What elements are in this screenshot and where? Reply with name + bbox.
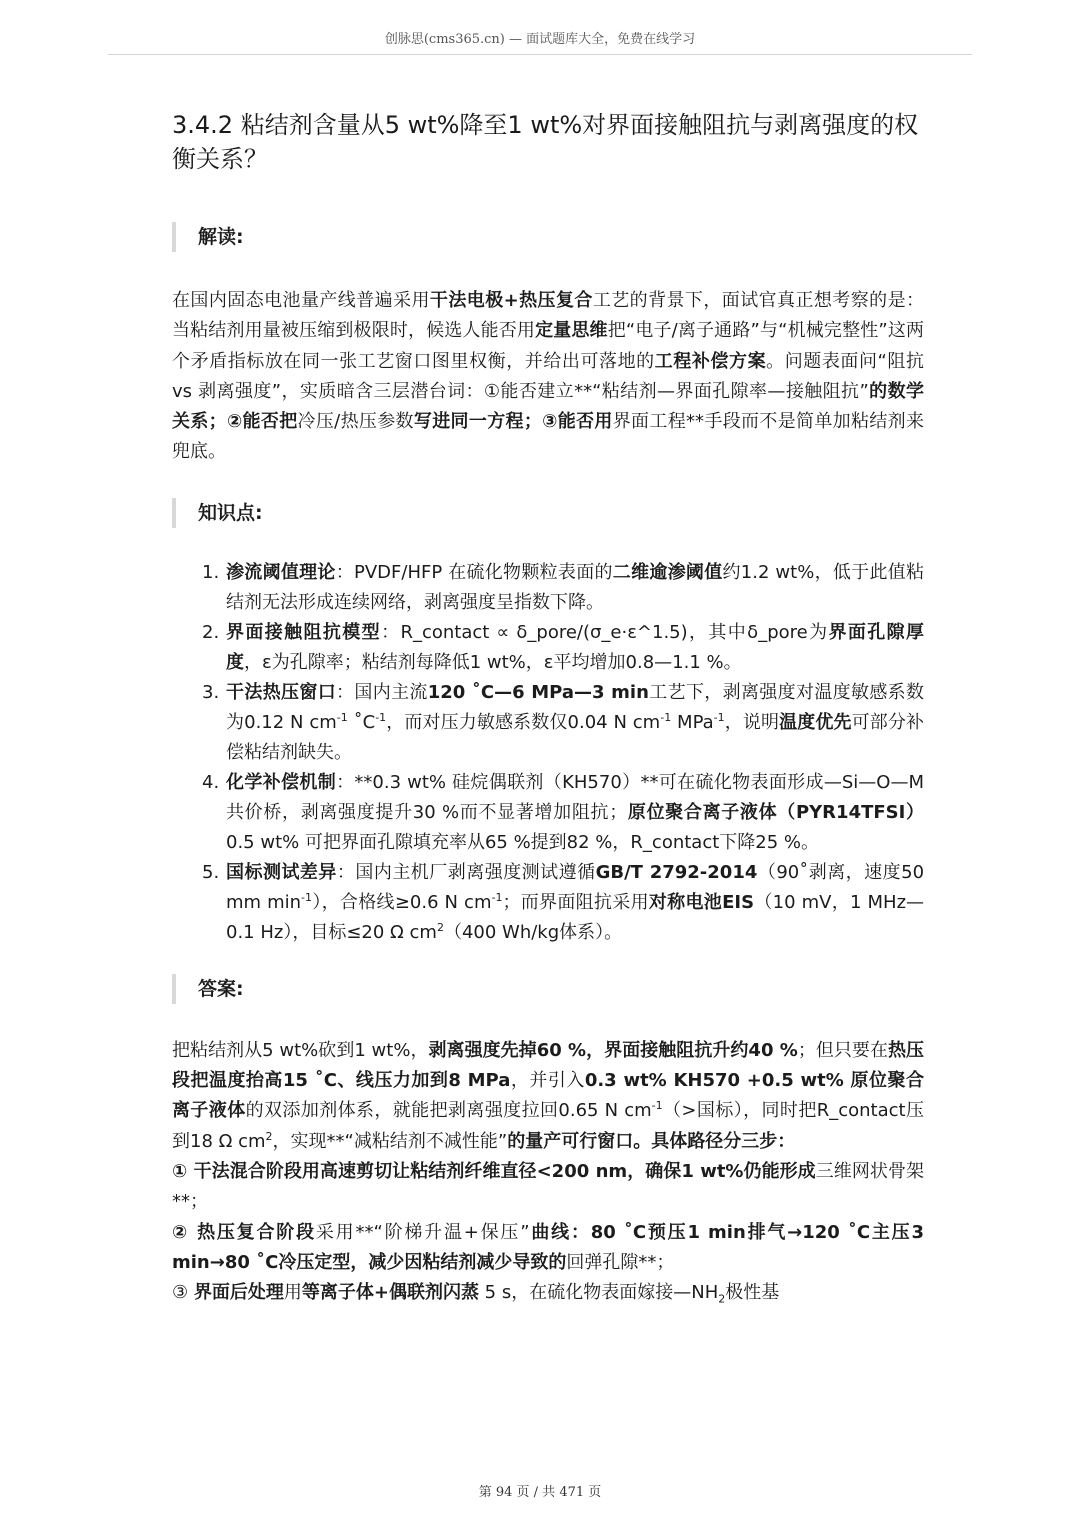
document-body: [172, 108, 924, 1308]
list-item: 3. 干法热压窗口：国内主流120 ˚C—6 MPa—3 min工艺下，剥离强度对温度敏感系数为0.12 N $cm^{-1}$ $˚C^{-1}$，而对压力敏感系数仅0.04 N $cm^{-1}$ MPa$^{-1}$，说明温度优先可部分补偿粘结剂缺失。: [202, 681, 925, 763]
knowledge-list: [172, 558, 924, 948]
answer-step-2: ② 热压复合阶段采用**“阶梯升温+保压”曲线：80 ˚C预压1 min排气→120 ˚C主压3 min→80 ˚C冷压定型，减少因粘结剂减少导致的回弹孔隙**；: [172, 1221, 924, 1273]
answer-step-1: ① 干法混合阶段用高速剪切让粘结剂纤维直径<200 nm，确保1 wt%仍能形成三维网状骨架**；: [172, 1160, 924, 1213]
question-title: 3.4.2 粘结剂含量从5 wt%降至1 wt%对界面接触阻抗与剥离强度的权衡关系？: [172, 111, 919, 173]
page-header: 创脉思(cms365.cn) — 面试题库大全，免费在线学习: [384, 32, 696, 47]
interpretation-paragraph: 在国内固态电池量产线普遍采用干法电极+热压复合工艺的背景下，面试官真正想考察的是：当粘结剂用量被压缩到极限时，候选人能否用定量思维把“电子/离子通路”与“机械完整性”这两个矛盾指标放在同一张工艺窗口图里权衡，并给出可落地的工程补偿方案。问题表面问“阻抗 vs 剥离强度”，实质暗含三层潜台词：①能否建立**“粘结剂—界面孔隙率—接触阻抗”的数学关系；②能否把冷压/热压参数写进同一方程；③能否用界面工程**手段而不是简单加粘结剂来兜底。: [172, 290, 925, 463]
list-item: 1. 渗流阈值理论：PVDF/HFP 在硫化物颗粒表面的二维逾渗阈值约1.2 wt%，低于此值粘结剂无法形成连续网络，剥离强度呈指数下降。: [202, 561, 925, 613]
list-item: 4. 化学补偿机制：**0.3 wt% 硅烷偶联剂（KH570）**可在硫化物表面形成—Si—O—M共价桥，剥离强度提升30 %而不显著增加阻抗；原位聚合离子液体（PYR14TFSI） 0.5 wt% 可把界面孔隙填充率从65 %提到82 %，R_contact下降25 %。: [202, 771, 925, 853]
section-heading-knowledge: 知识点:: [172, 498, 924, 528]
list-item: 5. 国标测试差异：国内主机厂剥离强度测试遵循GB/T 2792-2014（90˚剥离，速度50 mm $\min^{-1}$），合格线≥0.6 N $cm^{-1}$；而界面阻抗采用对称电池EIS（10 mV，1 MHz—0.1 Hz），目标≤20 Ω $cm^2(400$ Wh/kg体系）。: [202, 861, 925, 943]
section-heading-interpretation: 解读:: [172, 222, 924, 252]
answer-paragraph: 把粘结剂从5 wt%砍到1 wt%，剥离强度先掉60 %，界面接触阻抗升约40 %；但只要在热压段把温度抬高15 ˚C、线压力加到8 MPa，并引入0.3 wt% KH570 +0.5 wt% 原位聚合离子液体的双添加剂体系，就能把剥离强度拉回0.65 N $cm^{-1}(>$国标），同时把R_contact压到18 Ω $cm^2$，实现**“减粘结剂不减性能”的量产可行窗口。具体路径分三步：: [172, 1039, 925, 1152]
section-heading-answer: 答案:: [172, 974, 924, 1004]
answer-step-3: ③ 界面后处理用等离子体+偶联剂闪蒸 5 s，在硫化物表面嫁接$—NH_2$极性基: [172, 1282, 780, 1306]
page-number: 第 94 页 / 共 471 页: [478, 1485, 602, 1500]
header-divider: [108, 54, 972, 55]
list-item: 2. 界面接触阻抗模型：R_contact ∝ δ_pore/(σ_e·ε^1.5)，其中δ_pore为界面孔隙厚度，ε为孔隙率；粘结剂每降低1 wt%，ε平均增加0.8—1.1 %。: [202, 621, 925, 673]
